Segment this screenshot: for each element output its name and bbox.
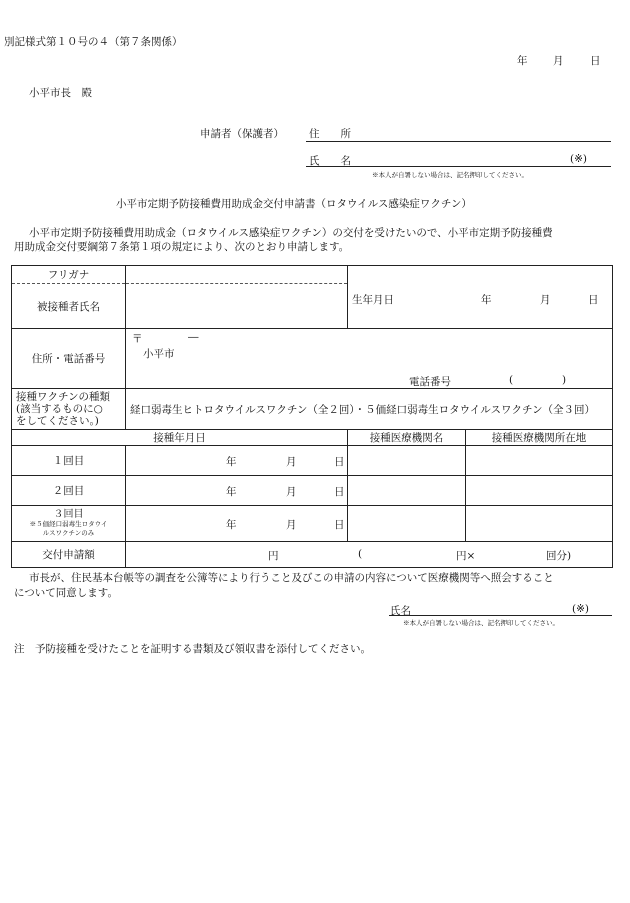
date-month-label: 月 xyxy=(553,55,564,67)
postal-mark: 〒 xyxy=(132,333,143,345)
vaccine-type-label-2: (該当するものに○ xyxy=(16,403,103,415)
address-phone-label: 住所・電話番号 xyxy=(31,353,106,365)
applicant-name-label: 氏 名 xyxy=(309,155,351,167)
consent-signature-note: ※本人が自署しない場合は、記名押印してください。 xyxy=(403,619,559,627)
date-day-label: 日 xyxy=(590,55,601,67)
consent-line-1: 市長が、住民基本台帳等の調査を公簿等により行うこと及びこの申請の内容について医療機関等へ照会すること xyxy=(29,572,554,584)
dose-1-label: １回目 xyxy=(12,446,126,476)
form-number: 別記様式第１０号の４（第７条関係） xyxy=(4,36,183,48)
birthdate-month: 月 xyxy=(540,294,551,306)
vaccine-type-label-1: 接種ワクチンの種類 xyxy=(16,391,110,403)
furigana-label-cell xyxy=(12,266,126,284)
dose-3-label-cell xyxy=(12,506,126,542)
dose-3-day: 日 xyxy=(334,519,345,531)
col-header-facility: 接種医療機関名 xyxy=(348,430,466,446)
dose-2-month: 月 xyxy=(286,486,297,498)
amount-yen-times: 円× xyxy=(456,550,476,562)
dose-1-facility-location-input[interactable] xyxy=(466,446,613,476)
city-name: 小平市 xyxy=(143,348,175,360)
col-header-facility-location: 接種医療機関所在地 xyxy=(466,430,613,446)
phone-paren-open: ( xyxy=(509,374,514,386)
dose-1-date-input[interactable] xyxy=(126,446,348,476)
birthdate-cell[interactable] xyxy=(348,266,613,329)
table-row xyxy=(12,446,613,476)
recipient-name-input[interactable] xyxy=(126,284,348,329)
consent-name-line[interactable] xyxy=(389,615,612,616)
dose-3-date-input[interactable] xyxy=(126,506,348,542)
dose-2-facility-input[interactable] xyxy=(348,476,466,506)
birthdate-label: 生年月日 xyxy=(352,294,394,306)
intro-line-1: 小平市定期予防接種費用助成金（ロタウイルス感染症ワクチン）の交付を受けたいので、小平市定期予防接種費 xyxy=(29,227,553,239)
dose-3-note-1: ※５価経口弱毒生ロタウイ xyxy=(29,520,108,528)
applicant-address-label: 住 所 xyxy=(309,128,351,140)
amount-label-cell xyxy=(12,542,126,568)
application-table xyxy=(11,265,613,568)
consent-seal-mark: (※) xyxy=(572,603,589,615)
dose-2-date-input[interactable] xyxy=(126,476,348,506)
amount-times-close: 回分) xyxy=(546,550,572,562)
vaccine-options-cell[interactable] xyxy=(126,389,613,430)
page-title: 小平市定期予防接種費用助成金交付申請書（ロタウイルス感染症ワクチン） xyxy=(116,198,472,210)
dose-3-month: 月 xyxy=(286,519,297,531)
consent-name-label: 氏名 xyxy=(390,605,411,617)
dose-3-year: 年 xyxy=(226,519,237,531)
furigana-input[interactable] xyxy=(126,266,348,284)
dose-3-note-2: ルスワクチンのみ xyxy=(42,529,95,537)
dose-3-label: ３回目 xyxy=(53,509,84,520)
consent-line-2: について同意します。 xyxy=(14,587,118,599)
applicant-label: 申請者（保護者） xyxy=(200,128,284,140)
applicant-address-line[interactable] xyxy=(306,141,611,142)
vaccine-type-label-3: をしてください。) xyxy=(16,415,99,427)
recipient-name-label-cell xyxy=(12,284,126,329)
furigana-label: フリガナ xyxy=(47,269,90,281)
amount-label: 交付申請額 xyxy=(42,549,95,561)
recipient-name-label: 被接種者氏名 xyxy=(37,300,100,313)
amount-input[interactable] xyxy=(126,542,613,568)
phone-paren-close: ) xyxy=(562,374,567,386)
dose-1-day: 日 xyxy=(334,456,345,468)
dose-1-facility-input[interactable] xyxy=(348,446,466,476)
postal-dash: ― xyxy=(188,331,199,343)
intro-line-2: 用助成金交付要綱第７条第１項の規定により、次のとおり申請します。 xyxy=(14,241,350,253)
vaccine-type-label-cell xyxy=(12,389,126,430)
vaccine-options[interactable]: 経口弱毒生ヒトロタウイルスワクチン（全２回）・５価経口弱毒生ロタウイルスワクチン（全３回） xyxy=(130,403,595,416)
dose-2-facility-location-input[interactable] xyxy=(466,476,613,506)
dose-2-day: 日 xyxy=(334,486,345,498)
dose-3-facility-location-input[interactable] xyxy=(466,506,613,542)
date-year-label: 年 xyxy=(517,55,528,67)
address-phone-input[interactable] xyxy=(126,329,613,389)
applicant-signature-note: ※本人が自署しない場合は、記名押印してください。 xyxy=(372,171,528,179)
dose-1-year: 年 xyxy=(226,456,237,468)
dose-2-year: 年 xyxy=(226,486,237,498)
dose-2-label: ２回目 xyxy=(12,476,126,506)
table-row xyxy=(12,506,613,542)
birthdate-day: 日 xyxy=(588,294,599,306)
attachment-note: 注 予防接種を受けたことを証明する書類及び領収書を添付してください。 xyxy=(14,643,371,655)
col-header-date: 接種年月日 xyxy=(12,430,348,446)
amount-yen: 円 xyxy=(268,550,279,562)
table-row xyxy=(12,476,613,506)
dose-3-facility-input[interactable] xyxy=(348,506,466,542)
address-phone-label-cell xyxy=(12,329,126,389)
addressee: 小平市長 殿 xyxy=(29,87,92,99)
dose-1-month: 月 xyxy=(286,456,297,468)
phone-label: 電話番号 xyxy=(409,376,451,388)
applicant-name-line[interactable] xyxy=(306,166,611,167)
applicant-seal-mark: (※) xyxy=(570,153,587,165)
birthdate-year: 年 xyxy=(481,294,492,306)
amount-paren-open: ( xyxy=(358,548,363,560)
